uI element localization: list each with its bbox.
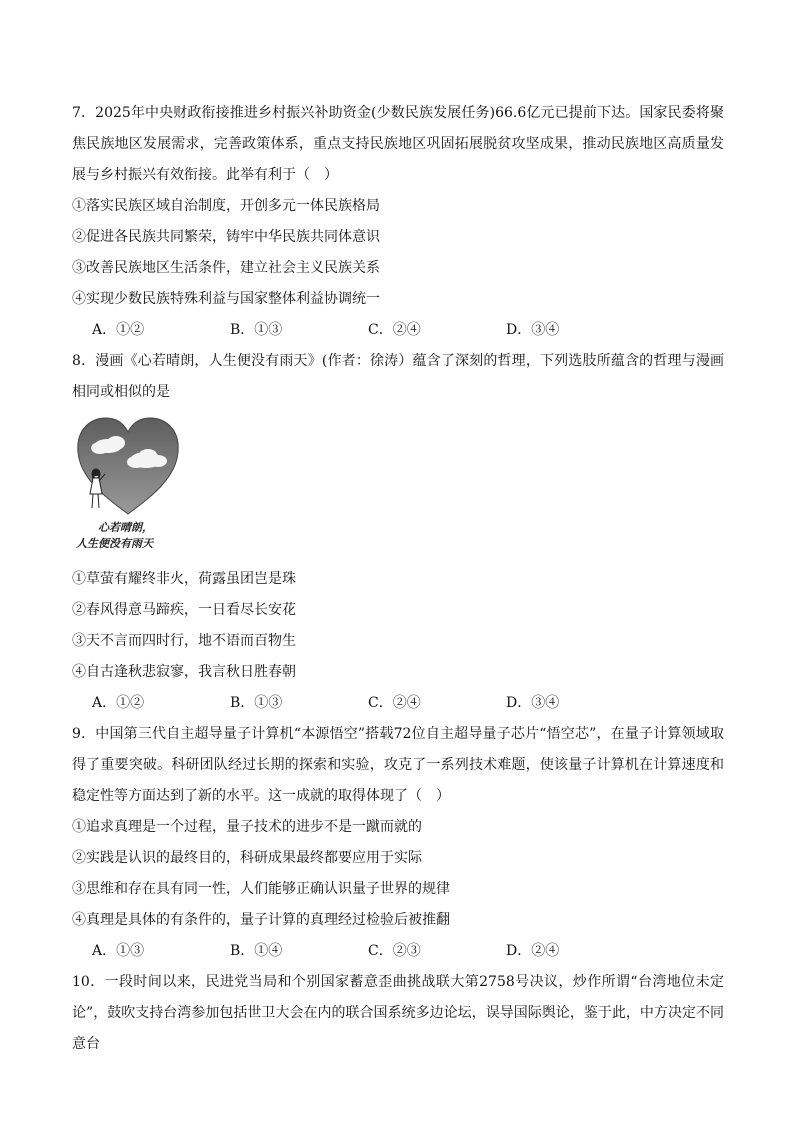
question-9-choices bbox=[72, 936, 724, 967]
question-8-choice-a: A．①② bbox=[92, 695, 145, 711]
question-8-stem: 8．漫画《心若晴朗，人生便没有雨天》(作者：徐涛）蕴含了深刻的哲理，下列选肢所蕴含的哲理与漫画相同或相似的是 bbox=[72, 353, 724, 400]
question-9-option-3: ③思维和存在具有同一性，人们能够正确认识量子世界的规律 bbox=[72, 881, 450, 897]
question-8-option-2: ②春风得意马蹄疾，一日看尽长安花 bbox=[72, 602, 296, 618]
question-8-option-1: ①草萤有耀终非火，荷露虽团岂是珠 bbox=[72, 571, 296, 587]
question-7-choice-a: A．①② bbox=[92, 322, 145, 338]
cartoon-caption-line-1: 心若晴朗， bbox=[98, 521, 153, 534]
question-9-choice-c: C．②③ bbox=[368, 943, 421, 959]
question-7-option-2: ②促进各民族共同繁荣，铸牢中华民族共同体意识 bbox=[72, 229, 380, 245]
question-7-choice-d: D．③④ bbox=[506, 322, 560, 338]
question-7-choices bbox=[72, 315, 724, 346]
question-8 bbox=[72, 346, 724, 719]
question-8-option-4: ④自古逢秋悲寂寥，我言秋日胜春朝 bbox=[72, 664, 296, 680]
heart-cartoon-icon bbox=[74, 416, 182, 518]
question-7 bbox=[72, 98, 724, 346]
question-7-option-1: ①落实民族区域自治制度，开创多元一体民族格局 bbox=[72, 198, 380, 214]
question-8-choices bbox=[72, 688, 724, 719]
question-8-choice-d: D．③④ bbox=[506, 695, 560, 711]
cartoon-caption-line-2: 人生便没有雨天 bbox=[76, 537, 153, 550]
question-7-option-3: ③改善民族地区生活条件，建立社会主义民族关系 bbox=[72, 260, 380, 276]
question-8-option-3: ③天不言而四时行，地不语而百物生 bbox=[72, 633, 296, 649]
exam-page bbox=[72, 98, 724, 1060]
question-9-option-2: ②实践是认识的最终目的，科研成果最终都要应用于实际 bbox=[72, 850, 422, 866]
question-7-option-4: ④实现少数民族特殊利益与国家整体利益协调统一 bbox=[72, 291, 380, 307]
question-10-stem: 10．一段时间以来，民进党当局和个别国家蓄意歪曲挑战联大第2758号决议，炒作所谓“台湾地位未定论”，鼓吹支持台湾参加包括世卫大会在内的联合国系统多边论坛，误导国际舆论，鉴于此，中方决定不同意台 bbox=[72, 974, 724, 1052]
question-7-stem: 7．2025年中央财政衔接推进乡村振兴补助资金(少数民族发展任务)66.6亿元已提前下达。国家民委将聚焦民族地区发展需求，完善政策体系，重点支持民族地区巩固拓展脱贫攻坚成果，推动民族地区高质量发展与乡村振兴有效衔接。此举有利于（ ） bbox=[72, 105, 724, 183]
question-8-choice-b: B．①③ bbox=[230, 695, 283, 711]
cartoon-image bbox=[74, 416, 186, 556]
question-9-stem: 9．中国第三代自主超导量子计算机“本源悟空”搭载72位自主超导量子芯片“悟空芯”，在量子计算领域取得了重要突破。科研团队经过长期的探索和实验，攻克了一系列技术难题，使该量子计算机在计算速度和稳定性等方面达到了新的水平。这一成就的取得体现了（ ） bbox=[72, 726, 724, 804]
cartoon-caption bbox=[76, 520, 186, 552]
question-9-option-4: ④真理是具体的有条件的，量子计算的真理经过检验后被推翻 bbox=[72, 912, 450, 928]
question-10 bbox=[72, 967, 724, 1060]
question-8-choice-c: C．②④ bbox=[368, 695, 421, 711]
question-9-choice-d: D．②④ bbox=[506, 943, 560, 959]
question-9 bbox=[72, 719, 724, 967]
question-7-choice-b: B．①③ bbox=[230, 322, 283, 338]
question-7-choice-c: C．②④ bbox=[368, 322, 421, 338]
question-9-choice-a: A．①③ bbox=[92, 943, 145, 959]
question-9-choice-b: B．①④ bbox=[230, 943, 283, 959]
question-9-option-1: ①追求真理是一个过程，量子技术的进步不是一蹴而就的 bbox=[72, 819, 422, 835]
